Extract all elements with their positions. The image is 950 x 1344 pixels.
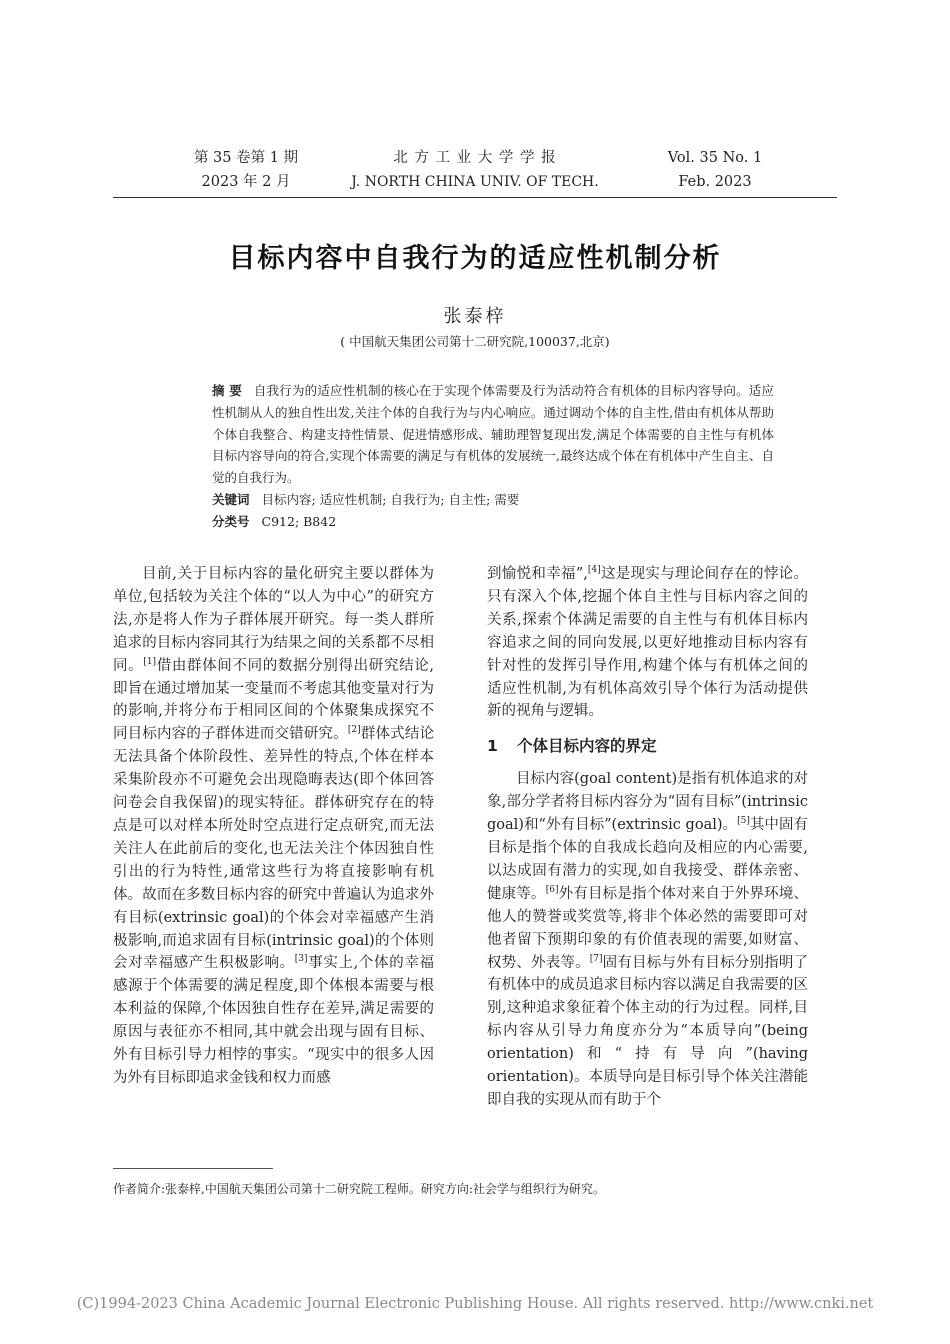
- body-paragraph: [487, 563, 808, 723]
- body-text: 这是现实与理论间存在的悖论。只有深入个体,挖掘个体自主性与目标内容之间的关系,探索个体满足需要的自主性与有机体目标内容追求之间的同向发展,以更好地推动目标内容有针对性的发挥引导作用,构建个体与有机体之间的适应性机制,为有机体高效引导个体行为活动提供新的视角与逻辑。: [487, 566, 808, 720]
- abstract-block: [180, 380, 774, 533]
- classification-line: [180, 511, 774, 533]
- keywords-label: 关键词: [212, 491, 250, 507]
- copyright-watermark: (C)1994-2023 China Academic Journal Electronic Publishing House. All rights reserved. http://www.cnki.net: [76, 1296, 874, 1312]
- body-text: 群体式结论无法具备个体阶段性、差异性的特点,个体在样本采集阶段亦不可避免会出现隐晦表达(即个体回答问卷会自我保留)的现实特征。群体研究存在的特点是可以对样本所处时空点进行定点研究,而无法关注人在此前后的变化,也无法关注个体因独自性引出的行为特性,通常这些行为将直接影响有机体。故而在多数目标内容的研究中普遍认为追求外有目标(extrinsic goal)的个体会对幸福感产生消极影响,而追求固有目标(intrinsic goal)的个体则会对幸福感产生积极影响。: [113, 726, 435, 972]
- header-rule: [113, 197, 837, 198]
- body-text: 其中固有目标是指个体的自我成长趋向及相应的内心需要,以达成固有潜力的实现,如自我接受、群体亲密、健康等。: [487, 817, 809, 902]
- footnote-rule: [113, 1168, 273, 1169]
- body-text: 目标内容(goal content)是指有机体追求的对象,部分学者将目标内容分为“固有目标”(intrinsic goal)和“外有目标”(extrinsic goal)。: [487, 771, 808, 834]
- issue-date-en: Feb. 2023: [678, 174, 752, 190]
- keywords-line: [180, 489, 774, 511]
- journal-header: [0, 146, 950, 196]
- citation-ref[interactable]: [2]: [347, 725, 361, 736]
- classification-text: C912; B842: [261, 513, 337, 529]
- article-title: 目标内容中自我行为的适应性机制分析: [228, 243, 722, 274]
- citation-ref[interactable]: [4]: [587, 565, 601, 576]
- citation-ref[interactable]: [7]: [589, 953, 603, 964]
- body-paragraph: [487, 768, 808, 1112]
- volume-issue-en: Vol. 35 No. 1: [667, 150, 763, 166]
- body-paragraph: [113, 563, 434, 1090]
- body-text: 外有目标是指个体对来自于外界环境、他人的赞誉或奖赏等,将非个体必然的需要即可对他者留下预期印象的有价值表现的需要,如财富、权势、外表等。: [487, 885, 809, 971]
- body-text: 固有目标与外有目标分别指明了有机体中的成员追求目标内容以满足自我需要的区别,这种追求象征着个体主动的行为过程。同样,目标内容从引导力角度亦分为“本质导向”(being orientation)和“持有导向”(having orientation)。本质导向是目标引导个体关注潜能即自我的实现从而有助于个: [487, 954, 808, 1108]
- citation-ref[interactable]: [3]: [294, 954, 308, 965]
- issue-info: [186, 146, 306, 194]
- section-heading: [487, 735, 808, 758]
- citation-ref[interactable]: [1]: [143, 656, 157, 667]
- section-number: 1: [487, 737, 498, 756]
- abstract-label: 摘 要: [212, 383, 242, 398]
- author-name: 张泰梓: [443, 306, 507, 327]
- body-text: 事实上,个体的幸福感源于个体需要的满足程度,即个体根本需要与根本利益的保障,个体因独自性存在差异,满足需要的原因与表征亦不相同,其中就会出现与固有目标、外有目标引导力相悖的事实。“现实中的很多人因为外有目标即追求金钱和权力而感: [113, 955, 435, 1086]
- author-footnote: 作者简介:张泰梓,中国航天集团公司第十二研究院工程师。研究方向:社会学与组织行为研究。: [113, 1182, 605, 1196]
- issue-date: 2023 年 2 月: [201, 174, 291, 190]
- body-text: 目前,关于目标内容的量化研究主要以群体为单位,包括较为关注个体的“以人为中心”的研究方法,亦是将人作为子群体展开研究。每一类人群所追求的目标内容同其行为结果之间的关系都不尽相同。: [113, 566, 434, 674]
- journal-name: [340, 146, 610, 194]
- issue-info-en: [660, 146, 770, 194]
- body-text: 到愉悦和幸福”,: [487, 566, 588, 582]
- keywords-text: 目标内容; 适应性机制; 自我行为; 自主性; 需要: [261, 491, 520, 507]
- body-column-right: [487, 563, 808, 1112]
- journal-name-en: J. NORTH CHINA UNIV. OF TECH.: [351, 174, 599, 190]
- classification-label: 分类号: [212, 513, 250, 529]
- abstract-text: 自我行为的适应性机制的核心在于实现个体需要及行为活动符合有机体的目标内容导向。适应性机制从人的独自性出发,关注个体的自我行为与内心响应。通过调动个体的自主性,借由有机体从帮助个体自我整合、构建支持性情景、促进情感形成、辅助理智复现出发,满足个体需要的自主性与有机体目标内容导向的符合,实现个体需要的满足与有机体的发展统一,最终达成个体在有机体中产生自主、自觉的自我行为。: [212, 383, 774, 486]
- body-column-left: [113, 563, 434, 1090]
- author-affiliation: ( 中国航天集团公司第十二研究院,100037,北京): [340, 334, 610, 349]
- body-text: 借由群体间不同的数据分别得出研究结论,即旨在通过增加某一变量而不考虑其他变量对行为的影响,并将分布于相同区间的个体聚集成探究不同目标内容的子群体进而交错研究。: [113, 657, 435, 743]
- volume-issue: 第 35 卷第 1 期: [193, 150, 299, 166]
- section-title: 个体目标内容的界定: [517, 737, 657, 756]
- citation-ref[interactable]: [5]: [737, 816, 750, 827]
- abstract-paragraph: [180, 380, 774, 489]
- journal-name-cn: 北 方 工 业 大 学 学 报: [393, 150, 557, 166]
- citation-ref[interactable]: [6]: [545, 884, 559, 895]
